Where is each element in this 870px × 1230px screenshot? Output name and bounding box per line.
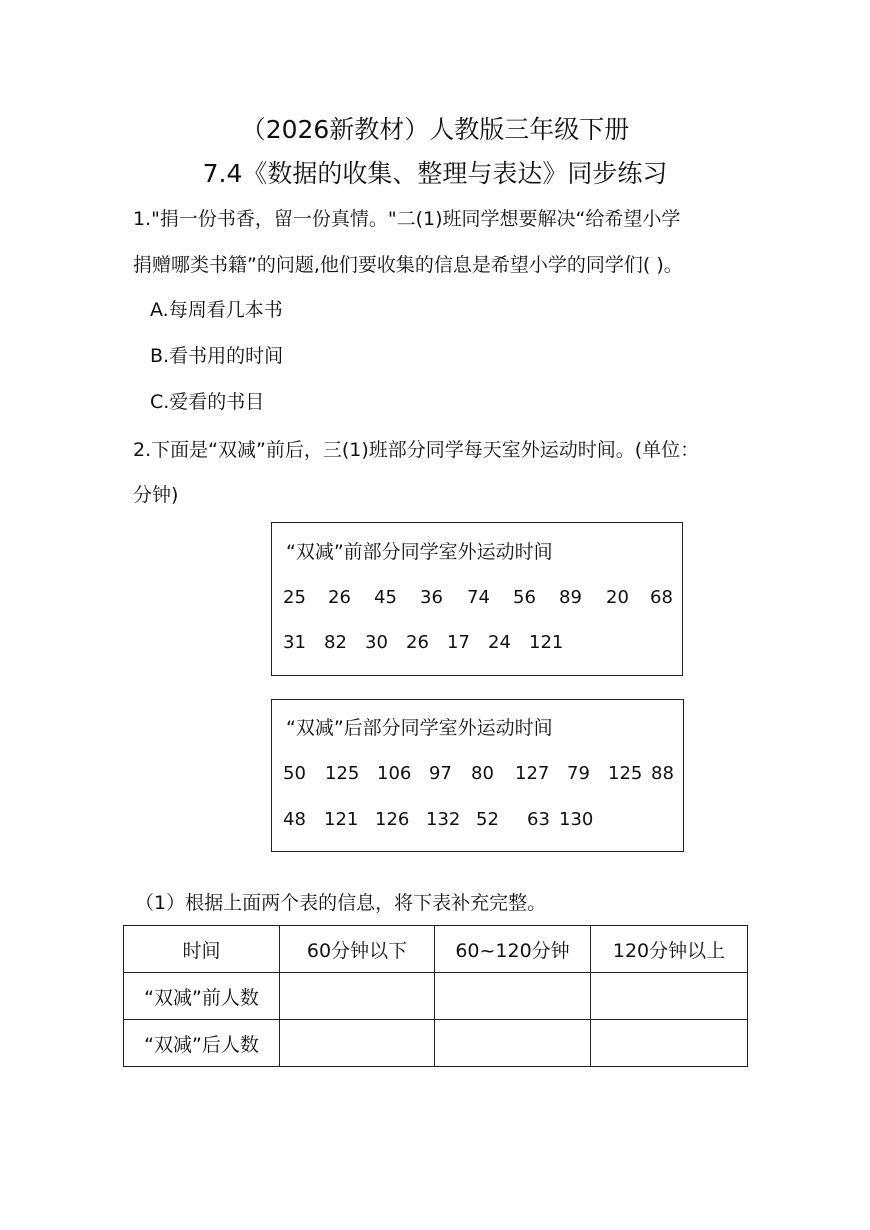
question-1-option-a: A.每周看几本书	[150, 299, 283, 321]
question-2-line1: 2.下面是“双减”前后，三(1)班部分同学每天室外运动时间。(单位：	[133, 439, 700, 461]
answer-table	[123, 925, 748, 1067]
after-value: 106	[377, 763, 412, 784]
page-title-line1: （2026新教材）人教版三年级下册	[240, 115, 630, 144]
question-2-line2: 分钟)	[133, 484, 179, 506]
table-header-row	[124, 926, 748, 973]
before-value: 45	[374, 587, 397, 608]
page-title-line2: 7.4《数据的收集、整理与表达》同步练习	[202, 159, 668, 188]
after-value: 79	[567, 763, 590, 784]
after-data-title: “双减”后部分同学室外运动时间	[286, 717, 553, 739]
after-value: 127	[515, 763, 550, 784]
before-value: 74	[467, 587, 490, 608]
header-cell-60-120: 60~120分钟	[435, 926, 591, 973]
after-value: 48	[283, 809, 306, 830]
question-1-line1: 1."捐一份书香，留一份真情。"二(1)班同学想要解决“给希望小学	[133, 208, 681, 230]
answer-cell[interactable]	[591, 1020, 748, 1067]
after-value: 125	[325, 763, 360, 784]
sub-question-1: （1）根据上面两个表的信息，将下表补充完整。	[135, 892, 547, 914]
after-value: 50	[283, 763, 306, 784]
question-1-line2: 捐赠哪类书籍”的问题,他们要收集的信息是希望小学的同学们( )。	[133, 254, 683, 276]
after-data-box	[271, 699, 684, 852]
before-value: 56	[513, 587, 536, 608]
answer-cell[interactable]	[280, 1020, 435, 1067]
header-cell-time: 时间	[124, 926, 280, 973]
after-value: 97	[429, 763, 452, 784]
after-value: 80	[471, 763, 494, 784]
before-value: 82	[324, 632, 347, 653]
answer-cell[interactable]	[435, 1020, 591, 1067]
before-value: 26	[406, 632, 429, 653]
before-value: 89	[559, 587, 582, 608]
before-data-title: “双减”前部分同学室外运动时间	[286, 541, 553, 563]
before-value: 36	[420, 587, 443, 608]
before-data-box	[271, 522, 683, 676]
header-cell-under-60: 60分钟以下	[280, 926, 435, 973]
after-value: 63	[527, 809, 550, 830]
after-value: 88	[651, 763, 674, 784]
answer-cell[interactable]	[435, 973, 591, 1020]
after-value: 130	[559, 809, 594, 830]
answer-cell[interactable]	[591, 973, 748, 1020]
table-row	[124, 973, 748, 1020]
header-cell-over-120: 120分钟以上	[591, 926, 748, 973]
before-value: 31	[283, 632, 306, 653]
table-row	[124, 1020, 748, 1067]
after-value: 121	[324, 809, 359, 830]
before-value: 17	[447, 632, 470, 653]
before-value: 25	[283, 587, 306, 608]
row-label-after: “双减”后人数	[124, 1020, 280, 1067]
after-value: 52	[476, 809, 499, 830]
after-value: 132	[426, 809, 461, 830]
before-value: 24	[488, 632, 511, 653]
answer-cell[interactable]	[280, 973, 435, 1020]
before-value: 121	[529, 632, 564, 653]
after-value: 126	[375, 809, 410, 830]
before-value: 30	[365, 632, 388, 653]
before-value: 20	[606, 587, 629, 608]
question-1-option-b: B.看书用的时间	[150, 345, 284, 367]
before-value: 68	[650, 587, 673, 608]
question-1-option-c: C.爱看的书目	[150, 391, 265, 413]
before-value: 26	[328, 587, 351, 608]
row-label-before: “双减”前人数	[124, 973, 280, 1020]
after-value: 125	[608, 763, 643, 784]
